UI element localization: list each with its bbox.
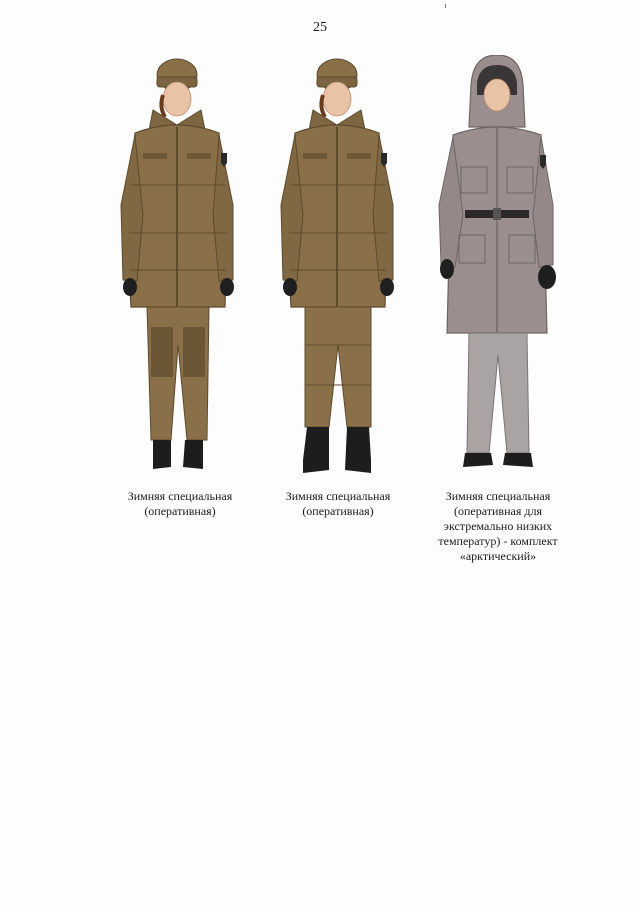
figure-winter-operational-1 [115, 55, 245, 475]
caption-line: (оперативная) [144, 504, 216, 518]
scan-artifact [445, 4, 446, 8]
caption-figure-2 [253, 489, 423, 519]
uniform-illustration-1 [115, 55, 245, 475]
caption-line: Зимняя специальная [127, 489, 233, 503]
caption-line: (оперативная) [302, 504, 374, 518]
caption-line: Зимняя специальная [445, 489, 551, 503]
caption-line: температур) - комплект [438, 534, 558, 548]
uniform-illustration-3 [435, 55, 565, 475]
caption-figure-3 [413, 489, 583, 564]
page-number: 25 [313, 20, 327, 35]
caption-line: экстремально низких [443, 519, 553, 533]
figure-arctic-set [435, 55, 565, 475]
figure-winter-operational-2 [275, 55, 405, 475]
caption-line: Зимняя специальная [285, 489, 391, 503]
caption-line: (оперативная для [454, 504, 542, 518]
uniform-illustration-2 [275, 55, 405, 475]
caption-line: «арктический» [459, 549, 537, 563]
caption-figure-1 [95, 489, 265, 519]
